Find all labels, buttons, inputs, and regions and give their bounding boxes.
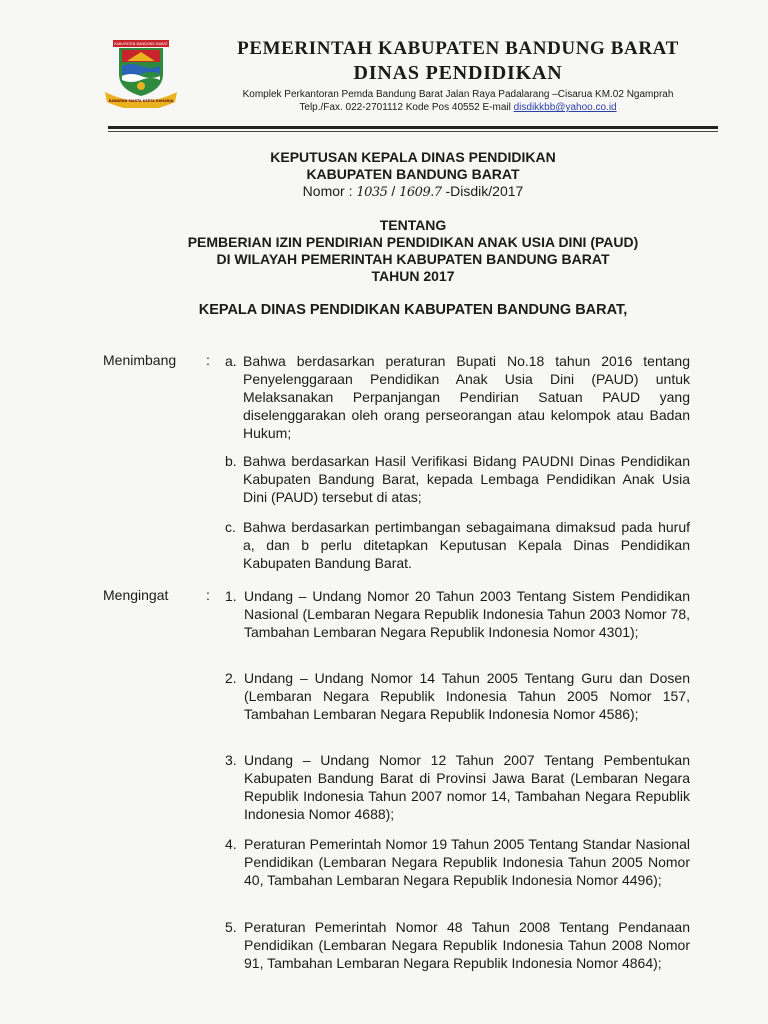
item-marker: 3. — [225, 752, 237, 768]
decree-number: Nomor : 1035 / 1609.7 -Disdik/2017 — [302, 183, 524, 200]
item-text: Bahwa berdasarkan pertimbangan sebagaimana dimaksud pada huruf a, dan b perlu ditetapkan Keputusan Kepala Dinas Pendidikan Kabupaten Bandung Barat. — [243, 519, 690, 571]
item-text: Bahwa berdasarkan peraturan Bupati No.18 tahun 2016 tentang Penyelenggaraan Pendidikan Anak Usia Dini (PAUD) untuk Melaksanakan Perpanjangan Pendirian Satuan PAUD yang diselenggarakan oleh orang perseorangan atau kelompok atau Badan Hukum; — [243, 353, 690, 441]
section-colon: : — [206, 587, 210, 603]
list-item — [225, 835, 690, 889]
handwritten-code: 1609.7 — [399, 185, 442, 200]
item-marker: b. — [225, 453, 237, 469]
list-item — [225, 518, 690, 572]
list-item — [225, 751, 690, 823]
address-line: Komplek Perkantoran Pemda Bandung Barat Jalan Raya Padalarang –Cisarua KM.02 Ngamprah — [242, 89, 674, 100]
item-text: Peraturan Pemerintah Nomor 19 Tahun 2005 Tentang Standar Nasional Pendidikan (Lembaran Negara Republik Indonesia Tahun 2005 Nomor 40, Tambahan Lembaran Negara Republik Indonesia Nomor 4496); — [244, 836, 690, 888]
decree-title-line2: KABUPATEN BANDUNG BARAT — [306, 166, 520, 182]
logo-motto-text: RAWAYAN MARTA KERTA RAHARJA — [108, 99, 174, 103]
subject-line1: PEMBERIAN IZIN PENDIRIAN PENDIDIKAN ANAK USIA DINI (PAUD) — [187, 234, 639, 250]
item-text: Undang – Undang Nomor 12 Tahun 2007 Tentang Pembentukan Kabupaten Bandung Barat di Provinsi Jawa Barat (Lembaran Negara Republik Indonesia Tahun 2007 nomor 14, Tambahan Negara Republik Indonesia Nomor 4688); — [244, 752, 690, 822]
item-text: Peraturan Pemerintah Nomor 48 Tahun 2008 Tentang Pendanaan Pendidikan (Lembaran Negara Republik Indonesia Tahun 2008 Nomor 91, Tambahan Lembaran Negara Republik Indonesia Nomor 4864); — [244, 919, 690, 971]
list-item — [225, 352, 690, 442]
regency-logo — [103, 40, 179, 108]
contact-line: Telp./Fax. 022-2701112 Kode Pos 40552 E-mail disdikkbb@yahoo.co.id — [299, 102, 617, 113]
logo-banner-text: KABUPATEN BANDUNG BARAT — [114, 42, 168, 47]
item-marker: 2. — [225, 670, 237, 686]
item-marker: 4. — [225, 836, 237, 852]
item-text: Undang – Undang Nomor 14 Tahun 2005 Tentang Guru dan Dosen (Lembaran Negara Republik Indonesia Tahun 2005 Nomor 157, Tambahan Lembaran Negara Republik Indonesia Nomor 4586); — [244, 670, 690, 722]
item-marker: c. — [225, 519, 236, 535]
list-item — [225, 587, 690, 641]
section-colon: : — [206, 352, 210, 368]
subject-line2: DI WILAYAH PEMERINTAH KABUPATEN BANDUNG BARAT — [216, 251, 610, 267]
department-name: DINAS PENDIDIKAN — [353, 62, 563, 84]
letterhead-rule-thick — [108, 126, 718, 129]
email-link[interactable]: disdikkbb@yahoo.co.id — [513, 102, 617, 113]
item-text: Bahwa berdasarkan Hasil Verifikasi Bidang PAUDNI Dinas Pendidikan Kabupaten Bandung Barat, kepada Lembaga Pendidikan Anak Usia Dini (PAUD) tersebut di atas; — [243, 453, 690, 505]
government-name: PEMERINTAH KABUPATEN BANDUNG BARAT — [237, 38, 679, 59]
item-text: Undang – Undang Nomor 20 Tahun 2003 Tentang Sistem Pendidikan Nasional (Lembaran Negara Republik Indonesia Tahun 2003 Nomor 78, Tambahan Lembaran Negara Republik Indonesia Nomor 4301); — [244, 588, 690, 640]
list-item — [225, 669, 690, 723]
tentang-heading: TENTANG — [379, 217, 447, 233]
authority-heading: KEPALA DINAS PENDIDIKAN KABUPATEN BANDUNG BARAT, — [198, 302, 628, 318]
letterhead-rule-thin — [108, 131, 718, 132]
list-item — [225, 918, 690, 972]
handwritten-number: 1035 — [356, 185, 388, 200]
subject-line3: TAHUN 2017 — [371, 268, 455, 284]
item-marker: 1. — [225, 588, 237, 604]
decree-title-line1: KEPUTUSAN KEPALA DINAS PENDIDIKAN — [270, 149, 556, 165]
item-marker: a. — [225, 353, 237, 369]
list-item — [225, 452, 690, 506]
item-marker: 5. — [225, 919, 237, 935]
section-label-menimbang: Menimbang — [103, 352, 177, 368]
section-label-mengingat: Mengingat — [103, 587, 169, 603]
